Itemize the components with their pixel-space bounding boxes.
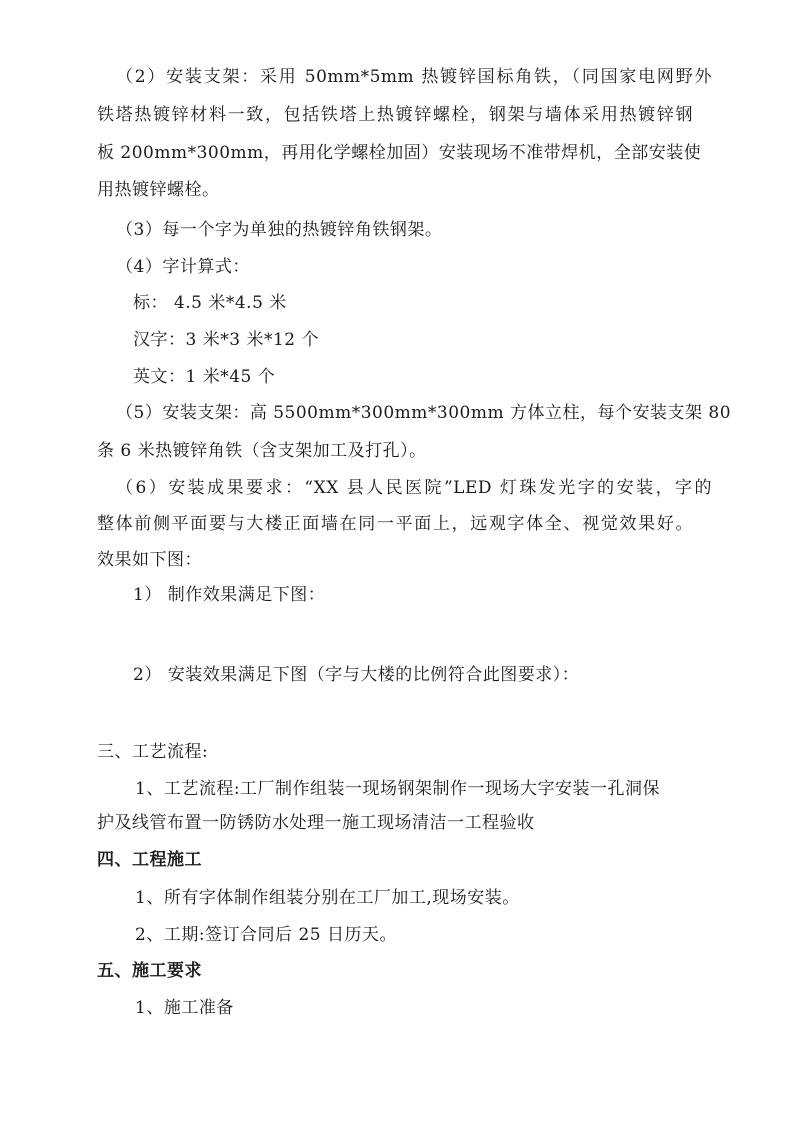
section-5-heading: 五、施工要求 <box>97 961 202 981</box>
formula-chinese: 汉字：3 米*3 米*12 个 <box>133 330 319 350</box>
section-3-item-1-line-1: 1、工艺流程:工厂制作组装一现场钢架制作一现场大字安装一孔洞保 <box>135 779 661 799</box>
paragraph-2-line-4: 用热镀锌螺栓。 <box>97 180 220 200</box>
section-3-heading: 三、工艺流程: <box>97 742 209 762</box>
paragraph-6-line-1: （6）安装成果要求：“XX 县人民医院”LED 灯珠发光字的安装，字的 <box>116 478 712 498</box>
paragraph-5-line-2: 条 6 米热镀锌角铁（含支架加工及打孔）。 <box>97 441 427 461</box>
section-3-item-1-line-2: 护及线管布置一防锈防水处理一施工现场清洁一工程验收 <box>97 813 535 833</box>
section-5-item-1: 1、施工准备 <box>135 998 234 1018</box>
sub-item-1: 1） 制作效果满足下图： <box>133 585 326 605</box>
section-4-heading: 四、工程施工 <box>97 850 202 870</box>
paragraph-6-line-3: 效果如下图： <box>97 550 202 570</box>
formula-english: 英文：1 米*45 个 <box>133 367 276 387</box>
paragraph-2-line-2: 铁塔热镀锌材料一致，包括铁塔上热镀锌螺栓，钢架与墙体采用热镀锌钢 <box>97 105 693 125</box>
paragraph-5-line-1: （5）安装支架：高 5500mm*300mm*300mm 方体立柱，每个安装支架 80 <box>116 403 732 423</box>
paragraph-3: （3）每一个字为单独的热镀锌角铁钢架。 <box>116 220 443 240</box>
sub-item-2: 2） 安装效果满足下图（字与大楼的比例符合此图要求）： <box>133 665 580 685</box>
paragraph-2-line-3: 板 200mm*300mm，再用化学螺栓加固）安装现场不准带焊机，全部安装使 <box>97 143 702 163</box>
paragraph-6-line-2: 整体前侧平面要与大楼正面墙在同一平面上，远观字体全、视觉效果好。 <box>97 514 693 534</box>
paragraph-4: （4）字计算式： <box>116 257 250 277</box>
section-4-item-1: 1、所有字体制作组装分别在工厂加工,现场安装。 <box>135 888 520 908</box>
formula-logo: 标： 4.5 米*4.5 米 <box>133 293 287 313</box>
paragraph-2-line-1: （2）安装支架：采用 50mm*5mm 热镀锌国标角铁，（同国家电网野外 <box>116 67 712 87</box>
section-4-item-2: 2、工期:签订合同后 25 日历天。 <box>135 925 397 945</box>
